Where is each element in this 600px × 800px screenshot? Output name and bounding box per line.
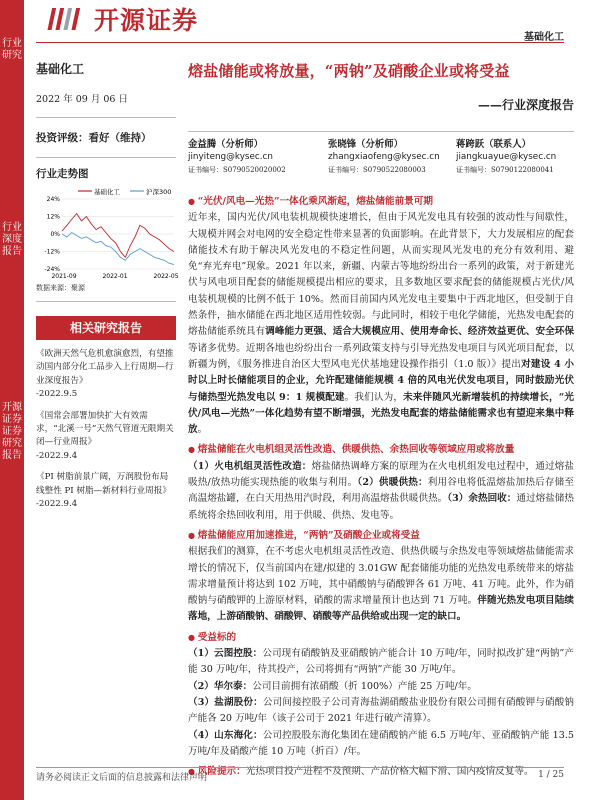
footer-divider bbox=[36, 767, 564, 768]
y-tick-label: 0% bbox=[50, 231, 60, 238]
emphasis: 未来伴随风光新增装机的持续增长，“光伏/风电—光热”一体化趋势有望不断增强，光热发电配套的熔盐储能需求也有望迎来集中释放 bbox=[188, 391, 574, 436]
emphasis: 对建设 4 小时以上时长储能项目的企业，允许配建储能规模 4 倍的风电光伏发电项目，同时鼓励光伏与储热型光热发电以 9：1 规模配建 bbox=[188, 358, 574, 403]
item-text: 公司间接控股子公司青海盐湖硝酸盐业股份有限公司拥有硝酸钾与硝酸钠产能各 20 万吨/年（该子公司于 2021 年进行破产清算）。 bbox=[188, 696, 574, 725]
emphasis: 调峰能力更强、适合大规模应用、使用寿命长、经济效益更优、安全环保 bbox=[265, 326, 575, 338]
side-strip bbox=[0, 0, 24, 800]
report-date: 2022 年 09 月 06 日 bbox=[36, 94, 128, 105]
rating-value: 看好（维持） bbox=[88, 132, 152, 144]
series-line bbox=[62, 214, 174, 258]
risk-text: 光热项目投产进程不及预期、产品价格大幅下滑、国内疫情反复等。 bbox=[245, 766, 534, 778]
analyst-card bbox=[328, 138, 440, 177]
text: 。我们认为， bbox=[344, 391, 404, 403]
rating-label: 投资评级： bbox=[36, 132, 89, 144]
rating-line bbox=[36, 130, 176, 145]
risk-label: ● 风险提示： bbox=[188, 766, 246, 777]
section-heading-1: ● “光伏/风电—光热”一体化乘风渐起，熔盐储能前景可期 bbox=[188, 193, 574, 210]
report-title: 熔盐储能或将放量，“两钠”及硝酸企业或将受益 bbox=[188, 62, 510, 80]
legend-index: 沪深300 bbox=[146, 188, 172, 196]
section-1-body bbox=[188, 210, 574, 438]
analyst-cert: 证书编号：S0790522080003 bbox=[328, 166, 426, 174]
header-divider bbox=[36, 42, 564, 43]
section-heading-4: ● 受益标的 bbox=[188, 629, 574, 646]
related-report-item[interactable] bbox=[36, 348, 176, 402]
beneficiary-item bbox=[188, 695, 574, 728]
analysts-block bbox=[188, 131, 574, 191]
analyst-cert: 证书编号：S0790122080041 bbox=[456, 166, 554, 174]
analyst-name: 蒋跨跃（联系人） bbox=[456, 139, 532, 150]
chart-source: 数据来源：聚源 bbox=[36, 284, 85, 292]
divider bbox=[36, 301, 176, 302]
y-tick-label: 24% bbox=[46, 196, 60, 203]
x-tick-label: 2022-05 bbox=[153, 273, 179, 280]
divider bbox=[36, 157, 176, 158]
related-report-date: -2022.9.4 bbox=[36, 450, 78, 461]
item-label: （2）供暖供热： bbox=[357, 477, 428, 489]
emphasis: 伴随光热发电项目陆续落地，上游硝酸钠、硝酸钾、硝酸等产品供给或出现一定的缺口。 bbox=[188, 595, 575, 623]
section-heading-3: ● 熔盐储能应用加速推进，“两钠”及硝酸企业或将受益 bbox=[188, 527, 574, 544]
y-tick-label: -12% bbox=[44, 248, 60, 256]
analyst-cert: 证书编号：S0790520020002 bbox=[188, 166, 286, 174]
item-label: （3）盐湖股份： bbox=[188, 696, 263, 708]
y-tick-label: 12% bbox=[46, 213, 60, 221]
item-label: （1）火电机组灵活性改造： bbox=[188, 460, 312, 472]
beneficiary-item bbox=[188, 679, 574, 695]
header-section-label: 基础化工 bbox=[524, 32, 564, 43]
item-text: 公司目前拥有浓硝酸（折 100%）产能 25 万吨/年。 bbox=[252, 680, 477, 692]
x-tick-label: 2021-09 bbox=[51, 273, 77, 280]
analyst-card bbox=[188, 138, 286, 177]
related-report-title: 《PI 树脂前景广阔，万润股份布局线整性 PI 树脂—新材料行业周报》 bbox=[36, 472, 171, 496]
side-label-brand: 开源证券 证券研究报告 bbox=[2, 402, 22, 461]
footer-disclaimer: 请务必阅读正文后面的信息披露和法律声明 bbox=[36, 773, 208, 783]
y-tick-label: -24% bbox=[44, 266, 60, 273]
divider bbox=[36, 117, 176, 118]
item-text: 公司现有硝酸钠及亚硝酸钠产能合计 10 万吨/年，同时拟改扩建“两钠”产能 30 万吨/年，待其投产，公司将拥有“两钠”产能 30 万吨/年。 bbox=[188, 648, 574, 676]
side-label-report-type: 行业深度报告 bbox=[2, 222, 22, 257]
analyst-name: 金益腾（分析师） bbox=[188, 139, 264, 150]
x-tick-label: 2022-01 bbox=[102, 273, 128, 280]
page-number: 1 / 25 bbox=[538, 770, 564, 780]
related-report-date: -2022.9.4 bbox=[36, 499, 78, 510]
beneficiary-item bbox=[188, 728, 574, 761]
text: 等诸多优势。近期各地也纷纷出台一系列政策支持与引导光热发电项目与风光项目配套，以新疆为例，《服务推进自治区大型风电光伏基地建设操作指引（1.0 版）》提出 bbox=[188, 342, 574, 370]
analyst-card bbox=[456, 138, 556, 177]
related-report-date: -2022.9.5 bbox=[36, 389, 78, 400]
related-reports-header: 相关研究报告 bbox=[36, 316, 176, 340]
section-3-body bbox=[188, 544, 574, 625]
item-label: （1）云图控股： bbox=[188, 648, 263, 660]
logo-icon bbox=[50, 4, 90, 34]
item-text: 通过熔盐储热系统将余热回收利用，用于供暖、供热、发电等。 bbox=[188, 493, 574, 521]
main-column bbox=[188, 50, 574, 780]
beneficiary-item bbox=[188, 646, 574, 679]
industry-name: 基础化工 bbox=[36, 62, 85, 76]
trend-title: 行业走势图 bbox=[36, 168, 89, 180]
text: 近年来，国内光伏/风电装机规模快速增长，但由于风光发电具有较强的波动性与间歇性，大规模并网会对电网的安全稳定性带来显著的负面影响。在此背景下，大力发展相应的配套储能技术有助于解决风光发电的不稳定性问题，从而实现风光发电的充分有效利用、避免“弃光弃电”现象。2021 年以来，新疆、内蒙古等地纷纷出台一系列的政策，对于新建光伏与风电项目配套的储能规模提出相应的要求，且多数地区要求配套的储能规模占光伏/风电装机规模的比例不低于 10%。然而目前国内风光发电主要集中于西北地区，但受制于自然条件，抽水储能在西北地区适用性较弱。与此同时，相较于电化学储能，光热发电配套的熔盐储能系统具有 bbox=[188, 212, 574, 338]
logo-text: 开源证券 bbox=[94, 6, 199, 35]
risk-warning bbox=[188, 763, 574, 780]
left-column bbox=[36, 50, 179, 511]
analyst-email[interactable]: jiangkuayue@kysec.cn bbox=[456, 152, 557, 162]
legend-industry: 基础化工 bbox=[94, 188, 120, 196]
section-heading-2: ● 熔盐储能在火电机组灵活性改造、供暖供热、余热回收等领域应用或将放量 bbox=[188, 441, 574, 458]
item-label: （2）华尔泰： bbox=[188, 680, 253, 692]
related-report-item[interactable] bbox=[36, 471, 176, 511]
related-report-title: 《欧洲天然气危机愈演愈烈，有望推动国内部分化工品步入上行周期—行业深度报告》 bbox=[36, 349, 174, 386]
text: 根据我们的测算，在不考虑火电机组灵活性改造、供热供暖与余热发电等领域熔盐储能需求增长的情况下，仅当前国内在建/拟建的 3.01GW 配套储能功能的光热发电系统带来的熔盐需求增量预计将达到 102 万吨，其中硝酸钠与硝酸钾各 61 万吨、41 万吨。此外，作为硝酸钠与硝酸钾的上游原材料，硝酸的需求增量预计也达到 71 万吨。 bbox=[188, 546, 574, 607]
series-line bbox=[62, 233, 174, 265]
section-2-item bbox=[188, 459, 574, 524]
trend-chart bbox=[36, 185, 179, 281]
related-report-item[interactable] bbox=[36, 410, 176, 464]
analyst-email[interactable]: zhangxiaofeng@kysec.cn bbox=[328, 152, 440, 162]
logo bbox=[50, 2, 198, 36]
item-text: 熔盐储热调峰方案的原理为在火电机组发电过程中，通过熔盐吸热/放热功能实现热能的收集与利用。 bbox=[188, 460, 574, 489]
related-reports-list bbox=[36, 348, 176, 511]
text: 。 bbox=[197, 424, 208, 436]
item-label: （3）余热回收： bbox=[447, 493, 517, 505]
related-report-title: 《国常会部署加快扩大有效需求，“北溪一号”天然气管道无限期关闭—行业周报》 bbox=[36, 410, 174, 448]
item-text: 公司控股股东海化集团在建硝酸钠产能 6.5 万吨/年、亚硝酸钠产能 13.5 万吨/年及硝酸产能 10 万吨（折百）/年。 bbox=[188, 729, 574, 757]
item-text: 利用谷电将低温熔盐加热后存储至高温熔盐罐，在白天用热用汽时段，利用高温熔盐供暖供热。 bbox=[188, 477, 575, 505]
report-subtitle: ——行业深度报告 bbox=[477, 98, 574, 112]
item-label: （4）山东海化： bbox=[188, 729, 263, 741]
analyst-name: 张晓锋（分析师） bbox=[328, 139, 404, 150]
analyst-email[interactable]: jinyiteng@kysec.cn bbox=[188, 152, 273, 162]
side-label-research: 行业研究 bbox=[2, 38, 22, 61]
